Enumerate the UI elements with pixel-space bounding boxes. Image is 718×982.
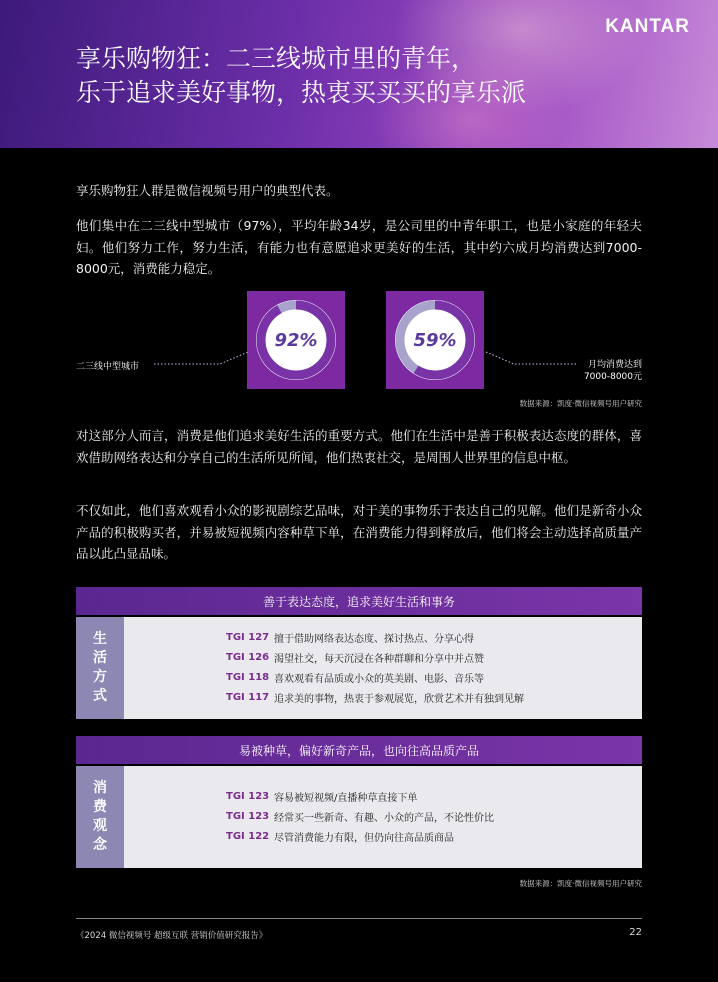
tgi-index: TGI 126 xyxy=(226,651,270,663)
tgi-index: TGI 122 xyxy=(226,830,270,842)
demographic-paragraph: 他们集中在二三线中型城市（97%），平均年龄34岁，是公司里的中青年职工，也是小家庭的年轻夫妇。他们努力工作，努力生活，有能力也有意愿追求更美好的生活，其中约六成月均消费达到7000-8000元，消费能力稳定。 xyxy=(76,218,642,276)
consumption-paragraph: 对这部分人而言，消费是他们追求美好生活的重要方式。他们在生活中是善于积极表达态度的群体，喜欢借助网络表达和分享自己的生活所见所闻，他们热衷社交，是周围人世界里的信息中枢。 xyxy=(76,428,642,465)
card-header-consumption: 易被种草，偏好新奇产品，也向往高品质产品 xyxy=(76,736,642,764)
card-side-label xyxy=(76,617,124,719)
tgi-row xyxy=(226,786,494,806)
donut-value-city: 92% xyxy=(274,329,318,351)
page-number: 22 xyxy=(629,927,642,938)
tgi-description: 渴望社交，每天沉浸在各种群聊和分享中并点赞 xyxy=(274,653,484,665)
tgi-description: 经常买一些新奇、有趣、小众的产品，不论性价比 xyxy=(274,812,494,824)
side-char: 方 xyxy=(93,669,107,685)
footer-report-title: 《2024 微信视频号 超级互联 营销价值研究报告》 xyxy=(76,931,268,941)
tgi-description: 尽管消费能力有限，但仍向往高品质商品 xyxy=(274,832,454,844)
side-char: 活 xyxy=(93,650,107,666)
tgi-row xyxy=(226,647,524,667)
page-title xyxy=(76,42,526,110)
kantar-logo: KANTAR xyxy=(605,16,690,37)
callout-city: 二三线中型城市 xyxy=(76,362,140,372)
tgi-row xyxy=(226,687,524,707)
callout-spending xyxy=(584,359,642,383)
tgi-description: 喜欢观看有品质或小众的英美剧、电影、音乐等 xyxy=(274,673,484,685)
hero-banner xyxy=(0,0,718,148)
tgi-list xyxy=(226,627,524,707)
callout-spending-line2: 7000-8000元 xyxy=(583,372,642,382)
intro-paragraph: 享乐购物狂人群是微信视频号用户的典型代表。 xyxy=(76,183,339,198)
tgi-index: TGI 118 xyxy=(226,671,270,683)
taste-paragraph: 不仅如此，他们喜欢观看小众的影视剧综艺品味，对于美的事物乐于表达自己的见解。他们是新奇小众产品的积极购买者，并易被短视频内容种草下单，在消费能力得到释放后，他们将会主动选择高质量产品以此凸显品味。 xyxy=(76,503,642,561)
callout-line-spending xyxy=(484,348,584,368)
data-source-note: 数据来源：凯度·微信视频号用户研究 xyxy=(519,399,642,408)
tgi-index: TGI 123 xyxy=(226,790,270,802)
card-header-lifestyle: 善于表达态度，追求美好生活和事务 xyxy=(76,587,642,615)
tgi-row xyxy=(226,826,494,846)
footer-divider xyxy=(76,918,642,919)
side-char: 消 xyxy=(93,780,107,796)
tgi-description: 擅于借助网络表达态度、探讨热点、分享心得 xyxy=(274,633,474,645)
donut-chart-city xyxy=(247,291,345,389)
title-line-2: 乐于追求美好事物，热衷买买买的享乐派 xyxy=(76,78,527,107)
card-side-label xyxy=(76,766,124,868)
tgi-description: 追求美的事物，热衷于参观展览，欣赏艺术并有独到见解 xyxy=(274,693,524,705)
donut-chart-spending xyxy=(386,291,484,389)
tgi-index: TGI 127 xyxy=(226,631,270,643)
tgi-index: TGI 123 xyxy=(226,810,270,822)
donut-value-spending: 59% xyxy=(413,329,457,351)
side-char: 观 xyxy=(93,818,107,834)
tgi-description: 容易被短视频/直播种草直接下单 xyxy=(274,792,418,804)
side-char: 生 xyxy=(93,631,107,647)
callout-line-city xyxy=(150,348,250,368)
side-char: 费 xyxy=(93,799,107,815)
tgi-row xyxy=(226,627,524,647)
callout-spending-line1: 月均消费达到 xyxy=(587,360,642,370)
tgi-index: TGI 117 xyxy=(226,691,270,703)
side-char: 式 xyxy=(93,688,107,704)
title-line-1: 享乐购物狂：二三线城市里的青年， xyxy=(76,44,477,73)
tgi-row xyxy=(226,806,494,826)
card-consumption xyxy=(76,766,642,868)
tgi-row xyxy=(226,667,524,687)
tgi-list xyxy=(226,786,494,846)
side-char: 念 xyxy=(93,837,107,853)
card-lifestyle xyxy=(76,617,642,719)
data-source-note-2: 数据来源：凯度·微信视频号用户研究 xyxy=(519,879,642,888)
